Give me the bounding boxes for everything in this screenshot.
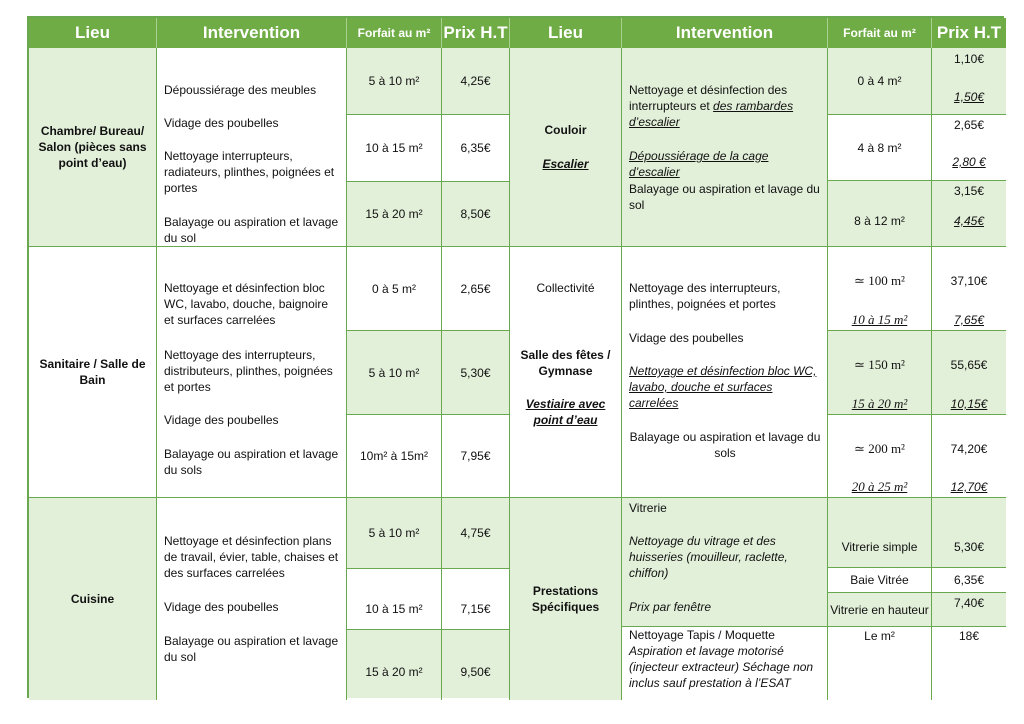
lieu-prestations: Prestations Spécifiques	[510, 498, 622, 700]
lieu-salle	[510, 247, 622, 498]
forfait-couloir	[828, 48, 932, 247]
task-chambre-4: Balayage ou aspiration et lavage du sol	[164, 215, 339, 245]
price-cell: 4,75€	[442, 498, 509, 568]
forfait-prestations	[828, 498, 932, 700]
forfait-cell: 10m² à 15m²	[347, 414, 441, 497]
lieu-salle-des-fetes: Salle des fêtes / Gymnase	[520, 348, 611, 378]
prix-prestations	[932, 498, 1006, 700]
intervention-prestations	[622, 498, 828, 700]
task-couloir-1: Nettoyage et désinfection des interrupteurs et des rambardes d’escalier	[629, 83, 794, 129]
header-lieu-left: Lieu	[29, 18, 157, 48]
forfait-cell: Le m²	[828, 626, 931, 698]
prix-sanitaire	[442, 247, 510, 498]
tapis-label: Nettoyage Tapis / Moquette	[629, 628, 775, 642]
task-sanitaire-4: Balayage ou aspiration et lavage du sols	[164, 447, 339, 477]
header-prix-left: Prix H.T	[442, 18, 510, 48]
par-fenetre: Prix par fenêtre	[629, 600, 712, 614]
task-couloir-3: Balayage ou aspiration et lavage du sol	[629, 182, 820, 212]
lieu-couloir: Couloir Escalier	[510, 48, 622, 247]
price-cell: 1,10€ 1,50€	[932, 48, 1006, 114]
price-cell: 55,65€ 10,15€	[932, 330, 1006, 414]
intervention-chambre	[157, 48, 347, 247]
forfait-cell: 0 à 4 m²	[828, 48, 931, 114]
header-intervention-right: Intervention	[622, 18, 828, 48]
price-cell: 37,10€ 7,65€	[932, 247, 1006, 330]
forfait-cell: 5 à 10 m²	[347, 48, 441, 114]
forfait-cell: 5 à 10 m²	[347, 498, 441, 568]
header-lieu-right: Lieu	[510, 18, 622, 48]
tapis-detail: Aspiration et lavage motorisé (injecteur extracteur) Séchage non inclus sauf prestation à l’ESAT	[629, 644, 814, 690]
price-cell: 5,30€	[442, 330, 509, 414]
forfait-cell: ≃ 100 m² 10 à 15 m²	[828, 247, 931, 330]
forfait-cell: 15 à 20 m²	[347, 629, 441, 698]
task-sanitaire-2: Nettoyage des interrupteurs, distributeurs, plinthes, poignées et portes	[164, 348, 333, 394]
prix-couloir	[932, 48, 1006, 247]
forfait-cell: 4 à 8 m²	[828, 114, 931, 180]
price-table	[27, 16, 1004, 698]
lieu-escalier: Escalier	[542, 157, 589, 171]
task-couloir-2: Dépoussiérage de la cage d’escalier	[629, 149, 769, 179]
task-sanitaire-1: Nettoyage et désinfection bloc WC, lavabo, douche, baignoire et surfaces carrelées	[164, 281, 329, 327]
vitrerie-block	[622, 498, 827, 626]
forfait-sanitaire	[347, 247, 442, 498]
intervention-cuisine	[157, 498, 347, 700]
lieu-chambre: Chambre/ Bureau/ Salon (pièces sans point d’eau)	[29, 48, 157, 247]
forfait-cell: Vitrerie simple	[828, 498, 931, 567]
price-cell: 4,25€	[442, 48, 509, 114]
price-cell: 3,15€ 4,45€	[932, 180, 1006, 246]
lieu-sanitaire: Sanitaire / Salle de Bain	[29, 247, 157, 498]
price-cell: 7,40€	[932, 592, 1006, 626]
forfait-chambre	[347, 48, 442, 247]
prix-salle	[932, 247, 1006, 498]
task-sanitaire-3: Vidage des poubelles	[164, 413, 279, 427]
lieu-cuisine: Cuisine	[29, 498, 157, 700]
lieu-collectivite: Collectivité	[536, 281, 595, 295]
price-cell: 9,50€	[442, 629, 509, 698]
price-cell: 2,65€	[442, 247, 509, 330]
header-forfait-right: Forfait au m²	[828, 18, 932, 48]
price-cell: 18€	[932, 626, 1006, 698]
price-cell: 6,35€	[442, 114, 509, 181]
price-cell: 2,65€ 2,80 €	[932, 114, 1006, 180]
intervention-couloir	[622, 48, 828, 247]
task-chambre-1: Dépoussiérage des meubles	[164, 83, 317, 97]
forfait-salle	[828, 247, 932, 498]
price-cell: 7,15€	[442, 568, 509, 629]
task-salle-2: Vidage des poubelles	[629, 331, 744, 345]
price-cell: 8,50€	[442, 181, 509, 246]
price-cell: 7,95€	[442, 414, 509, 497]
forfait-cell: ≃ 200 m² 20 à 25 m²	[828, 414, 931, 497]
tapis-block	[622, 626, 827, 698]
header-intervention-left: Intervention	[157, 18, 347, 48]
task-salle-1: Nettoyage des interrupteurs, plinthes, poignées et portes	[629, 281, 781, 311]
task-chambre-2: Vidage des poubelles	[164, 116, 279, 130]
price-cell: 6,35€	[932, 567, 1006, 592]
forfait-cell: Baie Vitrée	[828, 567, 931, 592]
forfait-cell: ≃ 150 m² 15 à 20 m²	[828, 330, 931, 414]
task-cuisine-3: Balayage ou aspiration et lavage du sol	[164, 634, 339, 664]
task-chambre-3: Nettoyage interrupteurs, radiateurs, plinthes, poignées et portes	[164, 149, 335, 195]
vitrage-detail: Nettoyage du vitrage et des huisseries (mouilleur, raclette, chiffon)	[629, 534, 788, 580]
forfait-cell: 10 à 15 m²	[347, 114, 441, 181]
task-salle-4: Balayage ou aspiration et lavage du sols	[629, 430, 821, 460]
forfait-cell: 8 à 12 m²	[828, 180, 931, 246]
forfait-cell: 5 à 10 m²	[347, 330, 441, 414]
task-cuisine-2: Vidage des poubelles	[164, 600, 279, 614]
task-salle-3: Nettoyage et désinfection bloc WC, lavabo, douche et surfaces carrelées	[629, 364, 817, 410]
intervention-sanitaire	[157, 247, 347, 498]
header-forfait-left: Forfait au m²	[347, 18, 442, 48]
prix-cuisine	[442, 498, 510, 700]
forfait-cell: 10 à 15 m²	[347, 568, 441, 629]
task-cuisine-1: Nettoyage et désinfection plans de travail, évier, table, chaises et des surfaces carrelées	[164, 534, 339, 580]
price-cell: 5,30€	[932, 498, 1006, 567]
header-prix-right: Prix H.T	[932, 18, 1006, 48]
forfait-cell: Vitrerie en hauteur	[828, 592, 931, 626]
price-cell: 74,20€ 12,70€	[932, 414, 1006, 497]
forfait-cell: 0 à 5 m²	[347, 247, 441, 330]
intervention-salle	[622, 247, 828, 498]
vitrerie-label: Vitrerie	[629, 501, 667, 515]
forfait-cell: 15 à 20 m²	[347, 181, 441, 246]
lieu-vestiaire: Vestiaire avec point d’eau	[525, 397, 606, 427]
forfait-cuisine	[347, 498, 442, 700]
prix-chambre	[442, 48, 510, 247]
